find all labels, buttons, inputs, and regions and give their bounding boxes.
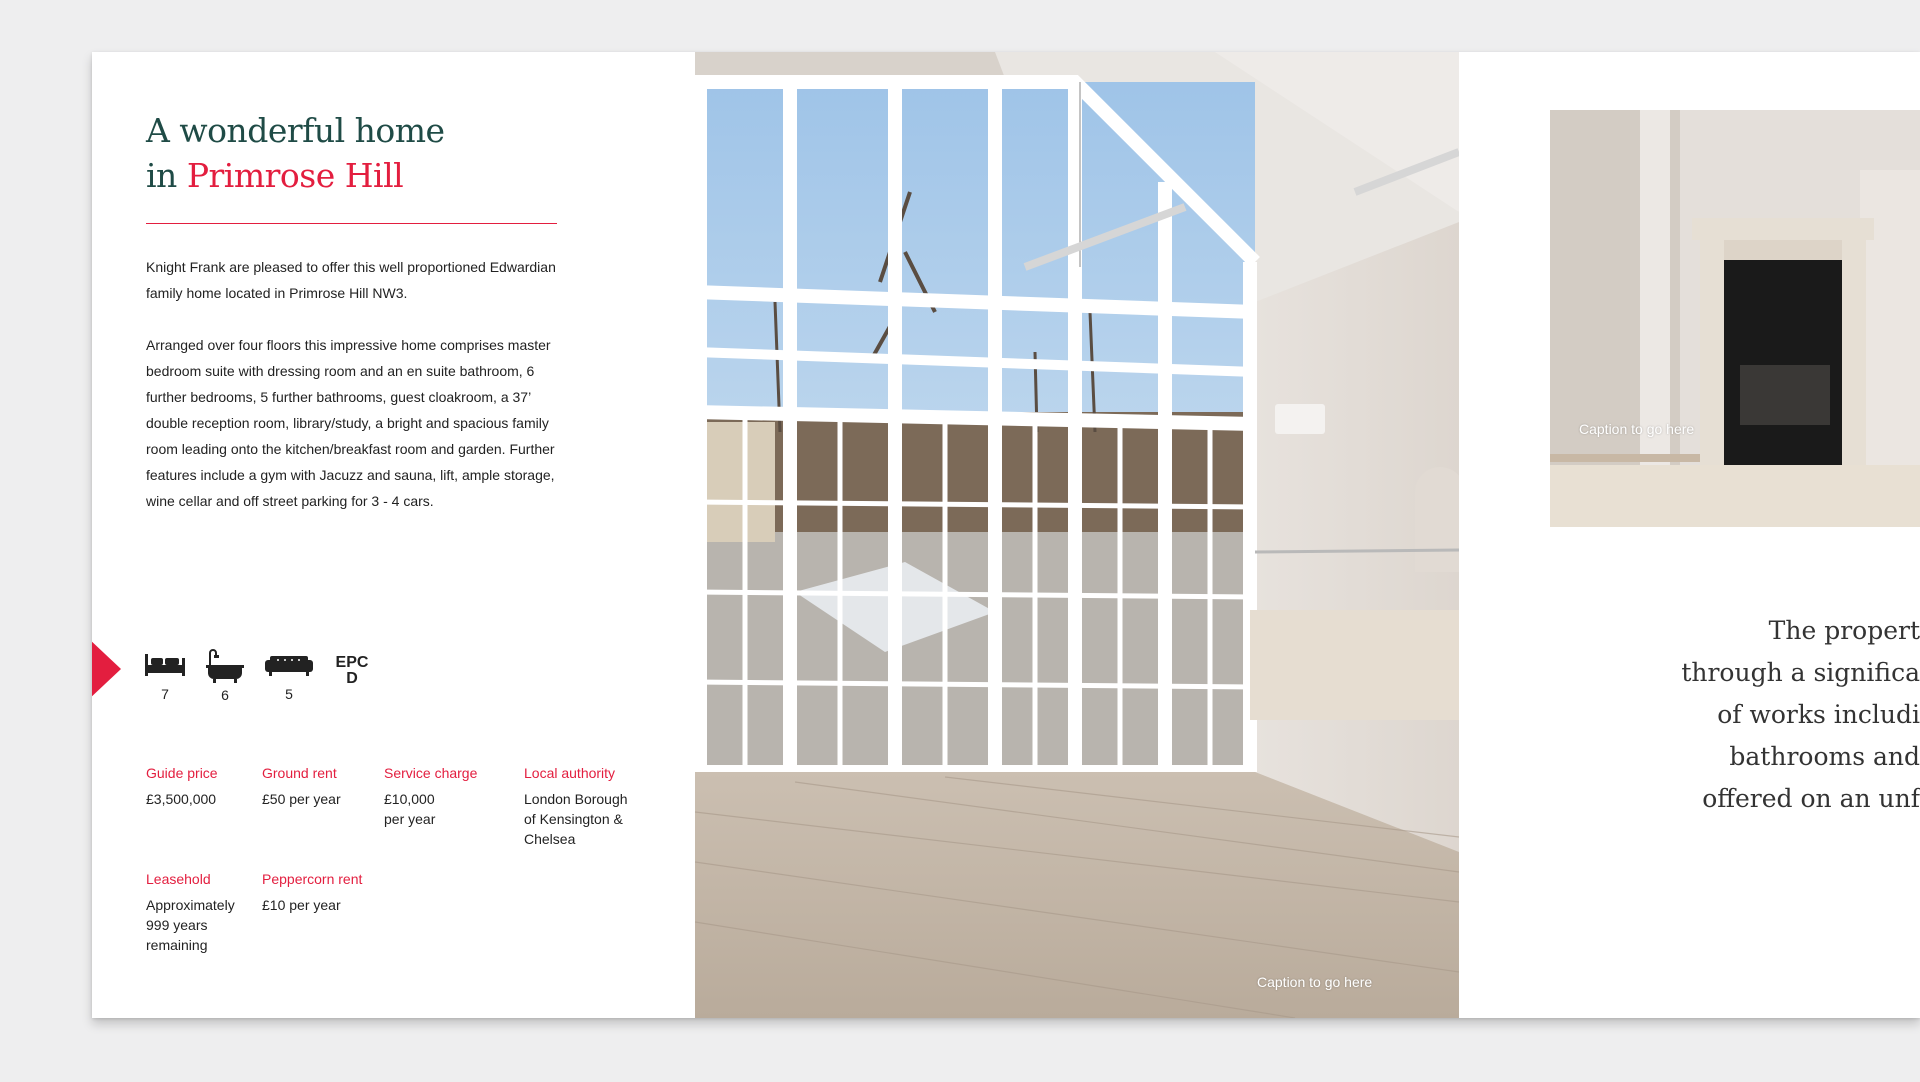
epc-value: D bbox=[346, 670, 358, 687]
fireplace-photo bbox=[1550, 110, 1920, 527]
quote-line: offered on an unf bbox=[1702, 784, 1920, 813]
fact-guide-price bbox=[146, 763, 218, 809]
feature-bathrooms bbox=[202, 648, 248, 703]
title-location: Primrose Hill bbox=[186, 156, 404, 195]
fact-service-charge bbox=[384, 763, 477, 829]
property-description bbox=[146, 254, 566, 540]
left-page bbox=[92, 52, 694, 1018]
page-title bbox=[146, 108, 445, 198]
epc-rating bbox=[332, 655, 372, 687]
sofa-icon bbox=[264, 648, 314, 678]
title-divider bbox=[146, 223, 557, 224]
right-page bbox=[1459, 52, 1920, 1018]
fact-label: Service charge bbox=[384, 765, 478, 781]
pull-quote bbox=[1459, 610, 1920, 820]
quote-line: bathrooms and bbox=[1729, 742, 1920, 771]
quote-line: through a significa bbox=[1681, 658, 1920, 687]
reception-count: 5 bbox=[285, 686, 293, 702]
bedroom-count: 7 bbox=[161, 686, 169, 702]
interior-illustration bbox=[695, 52, 1459, 1018]
fact-label: Ground rent bbox=[262, 765, 337, 781]
bed-icon bbox=[143, 648, 187, 678]
main-room-photo bbox=[695, 52, 1459, 1018]
photo-caption: Caption to go here bbox=[1579, 421, 1695, 437]
title-line-2-prefix: in bbox=[146, 156, 187, 195]
fact-value: £3,500,000 bbox=[146, 791, 217, 807]
fact-label: Guide price bbox=[146, 765, 218, 781]
fact-local-authority bbox=[524, 763, 628, 849]
photo-caption: Caption to go here bbox=[1257, 974, 1373, 990]
fact-value: London Borough of Kensington & Chelsea bbox=[524, 791, 628, 847]
fact-label: Local authority bbox=[524, 765, 616, 781]
fact-peppercorn-rent bbox=[262, 869, 362, 915]
bath-icon bbox=[204, 648, 246, 684]
description-paragraph-1: Knight Frank are pleased to offer this well proportioned Edwardian family home located in Primrose Hill NW3. bbox=[146, 259, 556, 301]
fact-value: £50 per year bbox=[262, 791, 341, 807]
quote-line: The propert bbox=[1768, 616, 1920, 645]
feature-bedrooms bbox=[142, 648, 188, 702]
brochure-spread bbox=[92, 52, 1920, 1018]
fireplace-illustration bbox=[1550, 110, 1920, 527]
fact-label: Leasehold bbox=[146, 871, 211, 887]
fact-value: £10 per year bbox=[262, 897, 341, 913]
section-marker-arrow bbox=[92, 638, 121, 700]
fact-value: £10,000 per year bbox=[384, 791, 436, 827]
bathroom-count: 6 bbox=[221, 687, 229, 703]
title-line-1: A wonderful home bbox=[146, 111, 445, 150]
feature-receptions bbox=[263, 648, 315, 702]
fact-label: Peppercorn rent bbox=[262, 871, 363, 887]
fact-ground-rent bbox=[262, 763, 341, 809]
fact-value: Approximately 999 years remaining bbox=[146, 897, 235, 953]
quote-line: of works includi bbox=[1717, 700, 1920, 729]
description-paragraph-2: Arranged over four floors this impressive home comprises master bedroom suite with dressing room and an en suite bathroom, 6 further bedrooms, 5 further bathrooms, guest cloakroom, a 37’ double reception room, library/study, a bright and spacious family room leading onto the kitchen/breakfast room and garden. Further features include a gym with Jacuzz and sauna, lift, ample storage, wine cellar and off street parking for 3 - 4 cars. bbox=[146, 337, 555, 509]
epc-label: EPC bbox=[335, 654, 369, 671]
fact-leasehold bbox=[146, 869, 235, 955]
